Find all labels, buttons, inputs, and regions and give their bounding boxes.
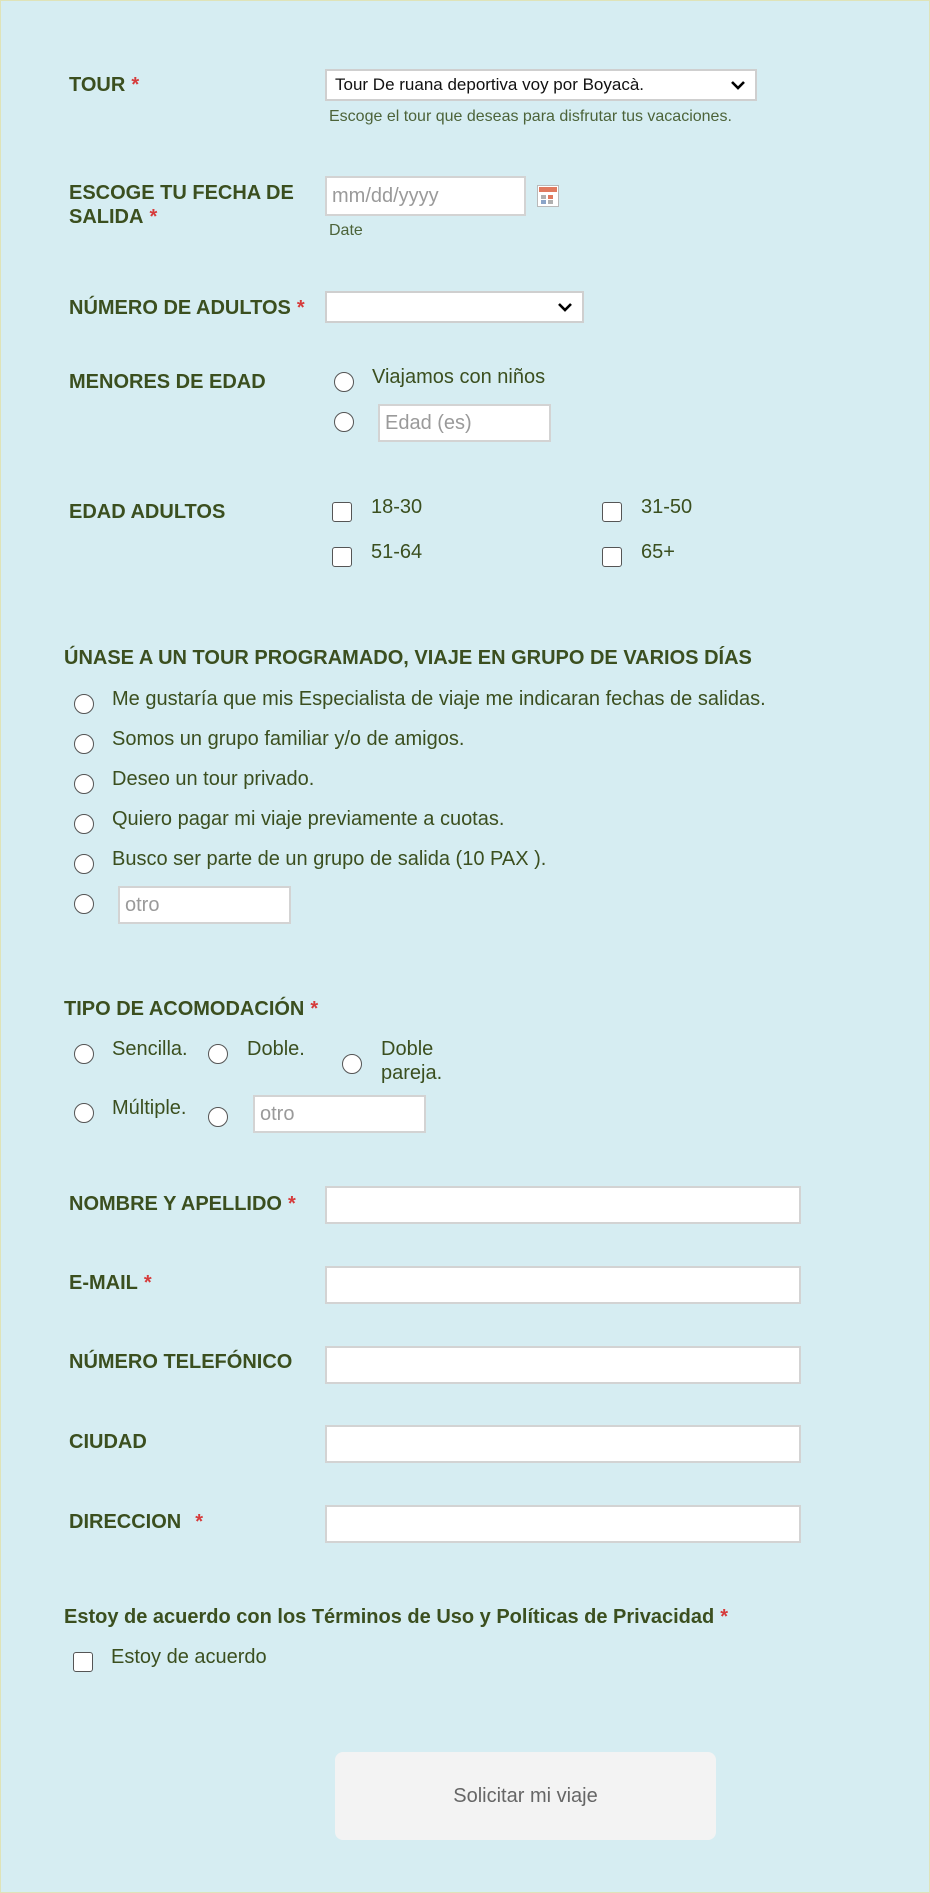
name-input[interactable] xyxy=(325,1186,801,1224)
tour-select-value: Tour De ruana deportiva voy por Boyacà. xyxy=(335,75,645,94)
accommodation-option: Doble. xyxy=(247,1038,305,1060)
group-tour-option: Deseo un tour privado. xyxy=(112,768,315,790)
group-tour-option: Quiero pagar mi viaje previamente a cuotas. xyxy=(112,808,505,830)
group-tour-radio-2[interactable] xyxy=(74,734,94,754)
accommodation-option: Múltiple. xyxy=(112,1097,187,1119)
accommodation-option: Sencilla. xyxy=(112,1038,188,1060)
minors-radio-other[interactable] xyxy=(334,412,354,432)
tour-help-text: Escoge el tour que deseas para disfrutar tus vacaciones. xyxy=(329,108,732,125)
age-option-label: 18-30 xyxy=(371,496,423,518)
minors-radio-children[interactable] xyxy=(334,372,354,392)
group-tour-radio-other[interactable] xyxy=(74,894,94,914)
address-label: DIRECCION * xyxy=(69,1511,204,1533)
adults-count-label: NÚMERO DE ADULTOS * xyxy=(69,297,305,319)
accommodation-radio-doble[interactable] xyxy=(208,1044,228,1064)
tour-label: TOUR * xyxy=(69,74,140,96)
age-option-label: 51-64 xyxy=(371,541,423,563)
minors-label: MENORES DE EDAD xyxy=(69,371,266,393)
group-tour-option: Me gustaría que mis Especialista de viaje me indicaran fechas de salidas. xyxy=(112,688,766,710)
city-label: CIUDAD xyxy=(69,1431,147,1453)
address-input[interactable] xyxy=(325,1505,801,1543)
terms-checkbox-label: Estoy de acuerdo xyxy=(111,1646,267,1668)
group-tour-radio-5[interactable] xyxy=(74,854,94,874)
submit-button[interactable]: Solicitar mi viaje xyxy=(335,1752,716,1840)
age-checkbox-65plus[interactable] xyxy=(602,547,622,567)
group-tour-radio-1[interactable] xyxy=(74,694,94,714)
date-help-text: Date xyxy=(329,222,363,239)
phone-label: NÚMERO TELEFÓNICO xyxy=(69,1351,293,1373)
age-checkbox-51-64[interactable] xyxy=(332,547,352,567)
email-label: E-MAIL * xyxy=(69,1272,152,1294)
group-tour-other-input[interactable] xyxy=(118,886,291,924)
adult-ages-label: EDAD ADULTOS xyxy=(69,501,226,523)
chevron-down-icon xyxy=(729,76,747,94)
name-label: NOMBRE Y APELLIDO * xyxy=(69,1193,296,1215)
date-input[interactable] xyxy=(325,176,526,216)
tour-select[interactable] xyxy=(325,69,757,101)
group-tour-option: Somos un grupo familiar y/o de amigos. xyxy=(112,728,465,750)
accommodation-radio-multiple[interactable] xyxy=(74,1103,94,1123)
age-option-label: 31-50 xyxy=(641,496,693,518)
adults-count-select[interactable] xyxy=(325,291,584,323)
minors-option-children: Viajamos con niños xyxy=(372,366,546,388)
accommodation-option: Doble pareja. xyxy=(381,1038,443,1084)
calendar-icon[interactable] xyxy=(537,185,559,207)
accommodation-label: TIPO DE ACOMODACIÓN * xyxy=(64,998,319,1020)
accommodation-radio-doble-pareja[interactable] xyxy=(342,1054,362,1074)
phone-input[interactable] xyxy=(325,1346,801,1384)
group-tour-label: ÚNASE A UN TOUR PROGRAMADO, VIAJE EN GRUPO DE VARIOS DÍAS xyxy=(64,647,752,669)
minors-age-input[interactable] xyxy=(378,404,551,442)
group-tour-radio-4[interactable] xyxy=(74,814,94,834)
age-option-label: 65+ xyxy=(641,541,675,563)
accommodation-other-input[interactable] xyxy=(253,1095,426,1133)
group-tour-option: Busco ser parte de un grupo de salida (10 PAX ). xyxy=(112,848,547,870)
accommodation-radio-other[interactable] xyxy=(208,1107,228,1127)
city-input[interactable] xyxy=(325,1425,801,1463)
age-checkbox-31-50[interactable] xyxy=(602,502,622,522)
age-checkbox-18-30[interactable] xyxy=(332,502,352,522)
group-tour-radio-3[interactable] xyxy=(74,774,94,794)
date-label: ESCOGE TU FECHA DE SALIDA * xyxy=(69,182,294,228)
chevron-down-icon xyxy=(556,298,574,316)
accommodation-radio-sencilla[interactable] xyxy=(74,1044,94,1064)
terms-checkbox[interactable] xyxy=(73,1652,93,1672)
email-input[interactable] xyxy=(325,1266,801,1304)
terms-label: Estoy de acuerdo con los Términos de Uso y Políticas de Privacidad * xyxy=(64,1606,729,1628)
